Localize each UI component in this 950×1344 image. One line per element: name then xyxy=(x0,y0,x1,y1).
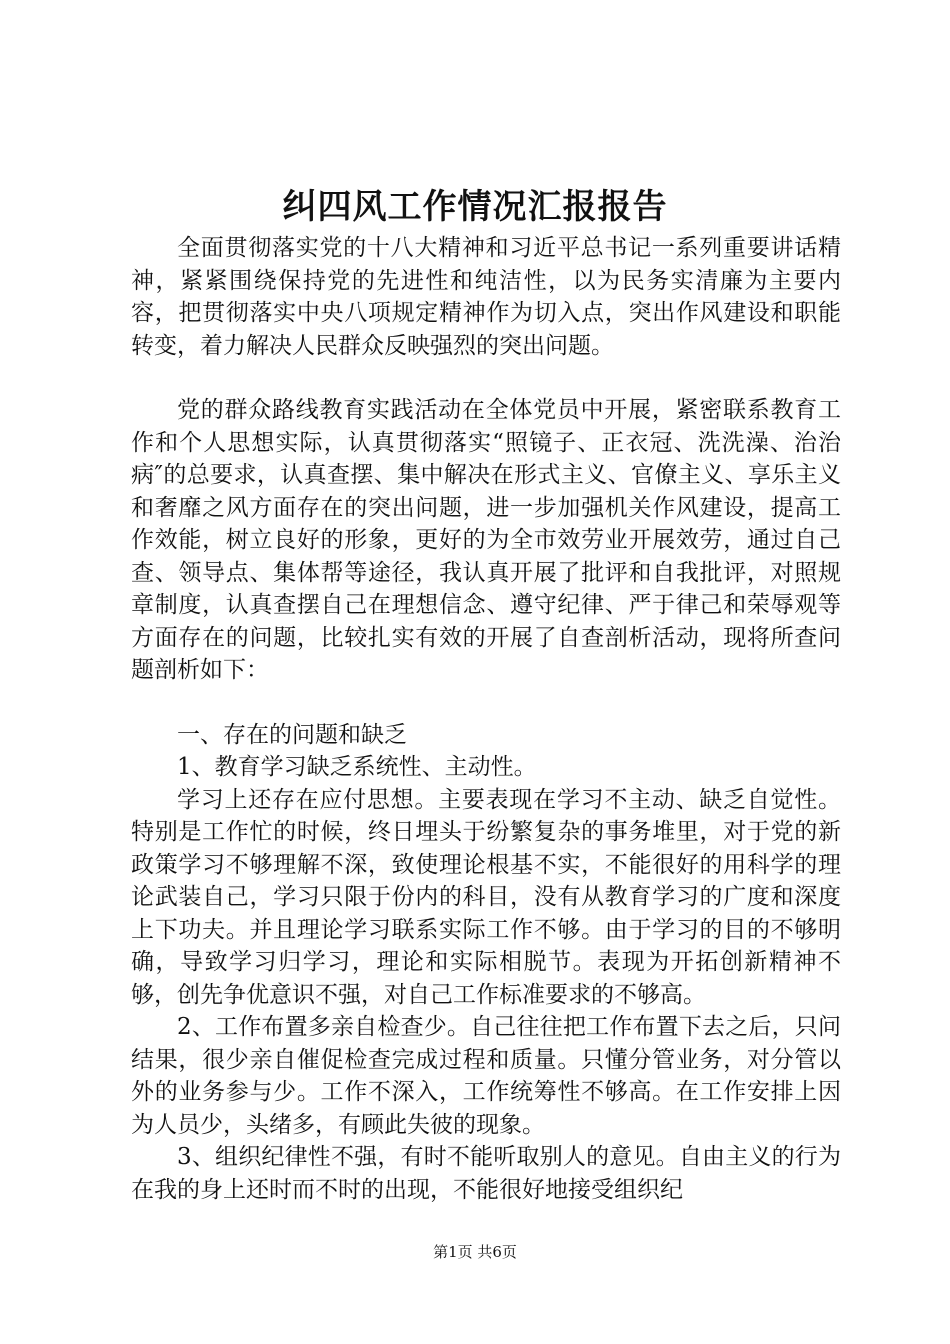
paragraph-gap xyxy=(131,687,841,719)
paragraph-work-arrangement: 2、工作布置多亲自检查少。自己往往把工作布置下去之后，只问结果，很少亲自催促检查完成过程和质量。只懂分管业务，对分管以外的业务参与少。工作不深入，工作统筹性不够高。在工作安排上因为人员少，头绪多，有顾此失彼的现象。 xyxy=(131,1014,841,1138)
paragraph-intro: 全面贯彻落实党的十八大精神和习近平总书记一系列重要讲话精神，紧紧围绕保持党的先进性和纯洁性，以为民务实清廉为主要内容，把贯彻落实中央八项规定精神作为切入点，突出作风建设和职能转变，着力解决人民群众反映强烈的突出问题。 xyxy=(131,235,841,359)
paragraph-activity: 党的群众路线教育实践活动在全体党员中开展，紧密联系教育工作和个人思想实际，认真贯彻落实“照镜子、正衣冠、洗洗澡、治治病″的总要求，认真查摆、集中解决在形式主义、官僚主义、享乐主义和奢靡之风方面存在的突出问题，进一步加强机关作风建设，提高工作效能，树立良好的形象，更好的为全市效劳业开展效劳，通过自己查、领导点、集体帮等途径，我认真开展了批评和自我批评，对照规章制度，认真查摆自己在理想信念、遵守纪律、严于律己和荣辱观等方面存在的问题，比较扎实有效的开展了自查剖析活动，现将所查问题剖析如下： xyxy=(131,397,841,683)
paragraph-gap xyxy=(131,362,841,394)
document-body xyxy=(131,232,841,1206)
paragraph-learning: 学习上还存在应付思想。主要表现在学习不主动、缺乏自觉性。特别是工作忙的时候，终日埋头于纷繁复杂的事务堆里，对于党的新政策学习不够理解不深，致使理论根基不实，不能很好的用科学的理论武装自己，学习只限于份内的科目，没有从教育学习的广度和深度上下功夫。并且理论学习联系实际工作不够。由于学习的目的不够明确，导致学习归学习，理论和实际相脱节。表现为开拓创新精神不够，创先争优意识不强，对自己工作标准要求的不够高。 xyxy=(131,786,841,1008)
page-footer: 第1页 共6页 xyxy=(433,1243,517,1261)
paragraph-discipline: 3、组织纪律性不强，有时不能听取别人的意见。自由主义的行为在我的身上还时而不时的出现，不能很好地接受组织纪 xyxy=(131,1144,841,1203)
document-title: 纠四风工作情况汇报报告 xyxy=(282,187,668,227)
section-heading: 一、存在的问题和缺乏 xyxy=(177,721,407,748)
subsection-heading-1: 1、教育学习缺乏系统性、主动性。 xyxy=(177,754,537,780)
